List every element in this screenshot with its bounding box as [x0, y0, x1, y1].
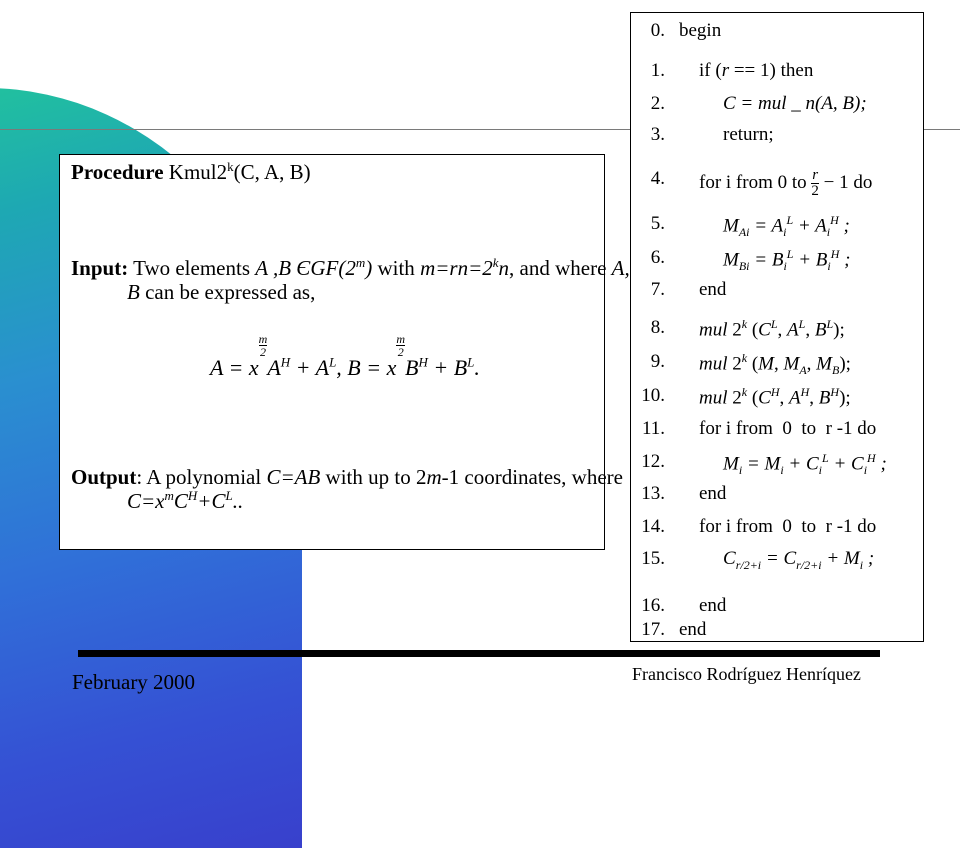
algo-line: 5. $M_{Ai} = A_i^L + A_i^H$ ; [650, 213, 850, 240]
algo-line: 14. for i from 0 to r -1 do [641, 516, 877, 537]
algo-line: 4. for i from 0 to $\frac{r}{2}$ − 1 do [650, 167, 873, 199]
procedure-title [71, 160, 311, 184]
algo-line: 11. for i from 0 to r -1 do [641, 418, 877, 439]
procedure-box [59, 154, 630, 550]
algorithm-box [630, 12, 924, 642]
algo-line: 1. if (r == 1) then [650, 60, 814, 81]
procedure-name: Kmul2 [168, 160, 228, 184]
procedure-keyword: Procedure [71, 160, 164, 184]
algo-line: 3. return; [650, 124, 774, 145]
footer-author: Francisco Rodríguez Henríquez [632, 664, 861, 684]
algo-line: 13. end [641, 483, 727, 504]
procedure-input [71, 256, 647, 304]
algo-line: 2. C = mul _ n(A, B); [650, 93, 867, 114]
procedure-args: (C, A, B) [233, 160, 311, 184]
output-text: : A polynomial C=AB with up to 2m-1 coordinates, where $C=x^mC^H+C^L$.. [127, 465, 623, 514]
footer-rule [78, 650, 880, 657]
input-text: Two elements A ,B ЄGF(2$^m$) with $m=rn=2^kn$, and where A, B can be expressed as, [127, 255, 630, 305]
algo-line: 10. mul 2$^k$ ($C^H$, $A^H$, $B^H$); [641, 385, 851, 409]
algo-line: 8. mul 2$^k$ ($C^L$, $A^L$, $B^L$); [650, 317, 845, 341]
algo-line: 0. begin [650, 20, 722, 41]
footer-date: February 2000 [72, 670, 196, 694]
algo-line: 16. end [641, 595, 727, 616]
output-label: Output [71, 465, 137, 489]
algo-line: 12. $M_i = M_i + C_i^L + C_i^H$ ; [641, 451, 887, 478]
algo-line: 17. end [641, 619, 707, 640]
procedure-name-sup: k [227, 159, 234, 174]
algo-line: 6. $M_{Bi} = B_i^L + B_i^H$ ; [650, 247, 851, 274]
expansion-formula: A = x $\frac{m}{2}$ $A^H + A^L$, B = x $\frac{m}{2}$ $B^H + B^L$. [210, 332, 480, 380]
algo-line: 9. mul 2$^k$ (M, $M_A$, $M_B$); [650, 351, 851, 378]
algo-line: 15. $C_{r/2+i} = C_{r/2+i} + M_i$ ; [641, 548, 875, 572]
algo-line: 7. end [650, 279, 727, 300]
procedure-output [71, 465, 647, 513]
input-label: Input: [71, 256, 129, 280]
